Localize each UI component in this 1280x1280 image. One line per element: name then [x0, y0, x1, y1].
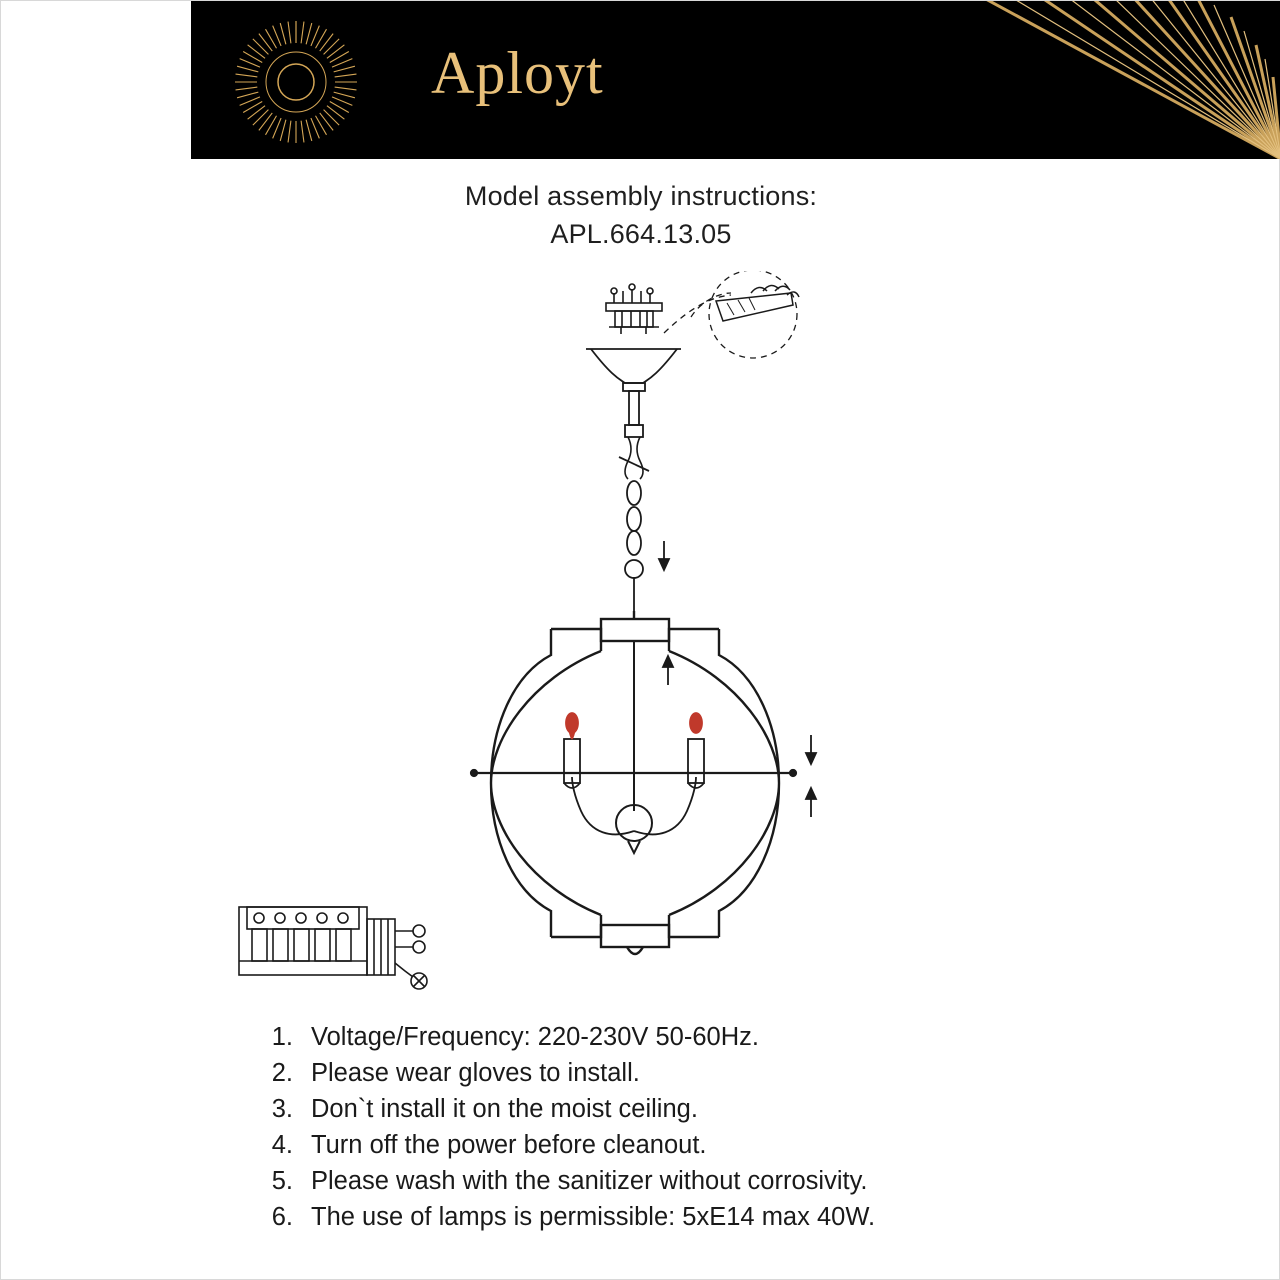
note-text: The use of lamps is permissible: 5xE14 max 40W. [311, 1203, 876, 1231]
title-line-2: APL.664.13.05 [550, 219, 732, 249]
note-number: 2. [271, 1059, 293, 1087]
pendant-chandelier-assembly-diagram [191, 271, 1191, 1001]
radiating-rays-icon [951, 1, 1280, 159]
list-item [251, 1019, 1071, 1055]
note-text: Voltage/Frequency: 220-230V 50-60Hz. [311, 1023, 759, 1051]
list-item [251, 1199, 1071, 1235]
instruction-notes-list [251, 1019, 1071, 1235]
terminal-block-wiring [239, 907, 427, 989]
note-number: 6. [271, 1203, 293, 1231]
direction-arrow-down-right [806, 735, 816, 764]
direction-arrow-up-inner [663, 656, 673, 685]
note-text: Please wash with the sanitizer without corrosivity. [311, 1167, 868, 1195]
direction-arrow-up-right [806, 788, 816, 817]
note-number: 3. [271, 1095, 293, 1123]
list-item [251, 1055, 1071, 1091]
ceiling-canopy [586, 349, 681, 391]
note-text: Please wear gloves to install. [311, 1059, 640, 1087]
list-item [251, 1091, 1071, 1127]
direction-arrow-down-chain [659, 541, 669, 570]
sunburst-icon [231, 17, 361, 147]
note-number: 5. [271, 1167, 293, 1195]
list-item [251, 1163, 1071, 1199]
list-item [251, 1127, 1071, 1163]
suspension-chain [619, 391, 649, 611]
note-number: 4. [271, 1131, 293, 1159]
title-line-1: Model assembly instructions: [464, 181, 818, 211]
gloved-hand-callout [664, 271, 799, 358]
note-text: Turn off the power before cleanout. [311, 1131, 707, 1159]
note-text: Don`t install it on the moist ceiling. [311, 1095, 698, 1123]
center-sphere [616, 641, 652, 853]
ceiling-mounting-bracket [606, 284, 662, 334]
note-number: 1. [271, 1023, 293, 1051]
brand-name: Aployt [431, 40, 604, 106]
page-title [1, 177, 1280, 253]
brand-banner [191, 1, 1280, 159]
